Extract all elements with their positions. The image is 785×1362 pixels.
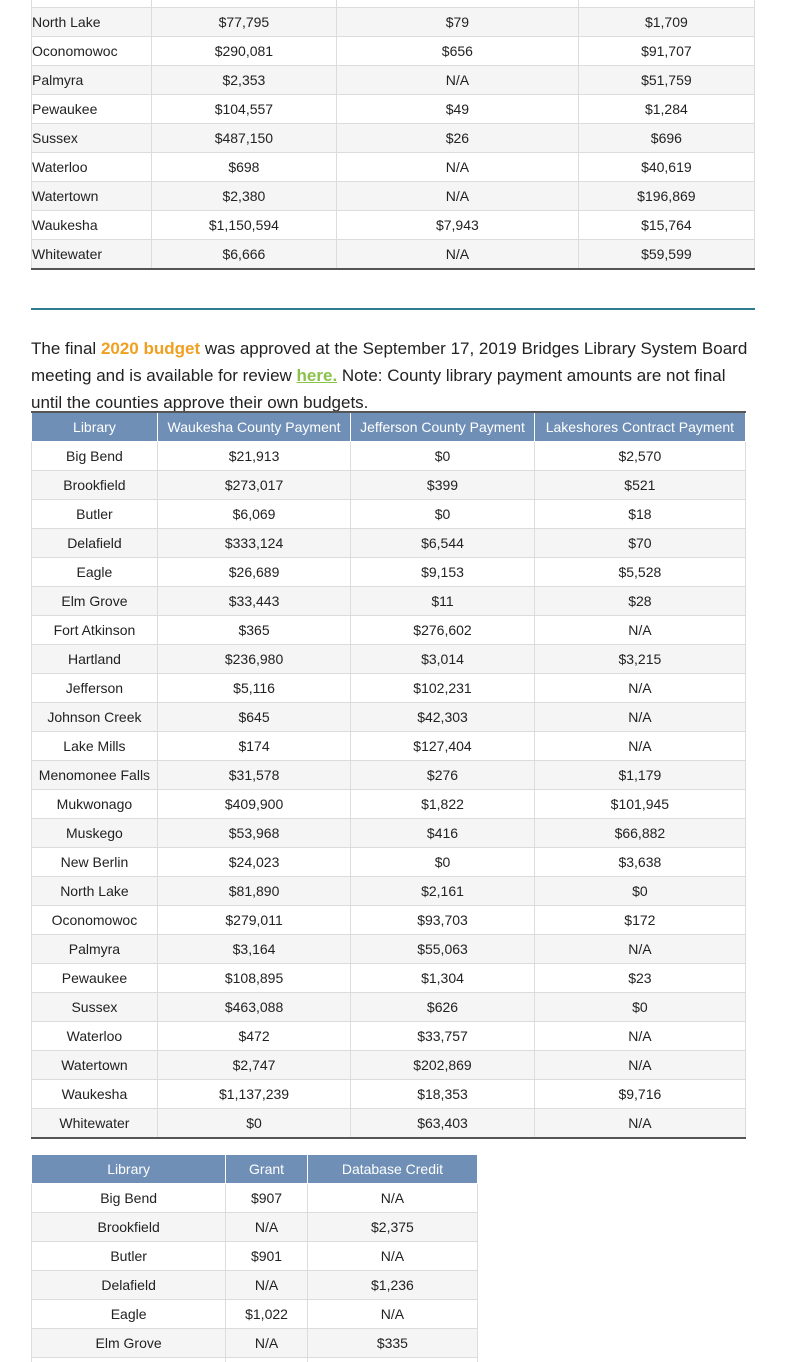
table-cell: N/A xyxy=(534,935,745,964)
table-cell: $416 xyxy=(351,819,535,848)
table-cell: N/A xyxy=(534,703,745,732)
table-row xyxy=(32,819,746,848)
table-cell: N/A xyxy=(534,1109,745,1139)
table-cell: Delafield xyxy=(32,1271,226,1300)
table-cell xyxy=(337,0,579,8)
table-cell: New Berlin xyxy=(32,848,158,877)
table-cell: $81,890 xyxy=(157,877,350,906)
table-cell: Watertown xyxy=(32,182,152,211)
table-cell: N/A xyxy=(534,1051,745,1080)
table-cell: Big Bend xyxy=(32,442,158,471)
table-cell: $645 xyxy=(157,703,350,732)
table-cell: $1,022 xyxy=(226,1300,308,1329)
table-row xyxy=(32,703,746,732)
table-row xyxy=(32,877,746,906)
table-cell: N/A xyxy=(307,1242,477,1271)
table-cell: N/A xyxy=(337,182,579,211)
table-cell: $59,599 xyxy=(578,240,754,270)
section-divider xyxy=(31,308,755,310)
table-cell: Sussex xyxy=(32,124,152,153)
table-cell: $1,709 xyxy=(578,8,754,37)
column-header-library: Library xyxy=(32,412,158,442)
table-cell: $26 xyxy=(337,124,579,153)
table-cell xyxy=(226,1358,308,1362)
table-cell: $11 xyxy=(351,587,535,616)
table-cell: Waterloo xyxy=(32,1022,158,1051)
table-cell: $0 xyxy=(351,848,535,877)
table-cell: N/A xyxy=(337,240,579,270)
table-cell: $0 xyxy=(351,500,535,529)
table-cell: $23 xyxy=(534,964,745,993)
table-cell: $93,703 xyxy=(351,906,535,935)
table-cell xyxy=(578,0,754,8)
table-cell: $276 xyxy=(351,761,535,790)
table-cell: Big Bend xyxy=(32,1184,226,1213)
table-cell: $127,404 xyxy=(351,732,535,761)
table-cell: $18 xyxy=(534,500,745,529)
table-cell: Palmyra xyxy=(32,935,158,964)
table-cell: Watertown xyxy=(32,1051,158,1080)
budget-paragraph xyxy=(31,335,755,416)
table-row xyxy=(32,37,755,66)
table-cell: Whitewater xyxy=(32,1109,158,1139)
table-cell xyxy=(32,0,152,8)
paragraph-text: The final xyxy=(31,339,101,358)
table-cell: Menomonee Falls xyxy=(32,761,158,790)
table-cell: Brookfield xyxy=(32,471,158,500)
table-cell: $335 xyxy=(307,1329,477,1358)
table-cell: $77,795 xyxy=(151,8,336,37)
table-cell: $5,528 xyxy=(534,558,745,587)
table-cell: $1,137,239 xyxy=(157,1080,350,1109)
table-cell: Butler xyxy=(32,500,158,529)
table-row xyxy=(32,587,746,616)
table-cell: $108,895 xyxy=(157,964,350,993)
table-cell: Waterloo xyxy=(32,153,152,182)
table-cell: $3,164 xyxy=(157,935,350,964)
table-cell: $2,380 xyxy=(151,182,336,211)
table-cell: $55,063 xyxy=(351,935,535,964)
table-cell: $3,638 xyxy=(534,848,745,877)
column-header-jefferson: Jefferson County Payment xyxy=(351,412,535,442)
table-cell: N/A xyxy=(534,616,745,645)
table-cell: $698 xyxy=(151,153,336,182)
table-header-row xyxy=(32,412,746,442)
table-row xyxy=(32,471,746,500)
table-cell: Oconomowoc xyxy=(32,37,152,66)
table-row xyxy=(32,211,755,240)
table-row xyxy=(32,1213,478,1242)
table-cell: $0 xyxy=(534,993,745,1022)
column-header-database-credit: Database Credit xyxy=(307,1155,477,1184)
table-row xyxy=(32,442,746,471)
table-cell: $15,764 xyxy=(578,211,754,240)
table-cell: $26,689 xyxy=(157,558,350,587)
table-cell: $2,570 xyxy=(534,442,745,471)
table-row xyxy=(32,790,746,819)
table-cell: $3,215 xyxy=(534,645,745,674)
table-body xyxy=(32,1184,478,1362)
table-body xyxy=(32,0,755,269)
table-row xyxy=(32,1242,478,1271)
table-cell: $6,544 xyxy=(351,529,535,558)
table-cell: $66,882 xyxy=(534,819,745,848)
table-cell: Pewaukee xyxy=(32,95,152,124)
table-body xyxy=(32,442,746,1139)
table-cell: $1,179 xyxy=(534,761,745,790)
table-cell: Eagle xyxy=(32,558,158,587)
table-cell: $901 xyxy=(226,1242,308,1271)
table-cell: $626 xyxy=(351,993,535,1022)
table-cell: Jefferson xyxy=(32,674,158,703)
table-cell: Hartland xyxy=(32,645,158,674)
table-header-row xyxy=(32,1155,478,1184)
table-cell: $33,757 xyxy=(351,1022,535,1051)
table-row xyxy=(32,0,755,8)
table-row xyxy=(32,674,746,703)
table-row xyxy=(32,1022,746,1051)
table-cell: $365 xyxy=(157,616,350,645)
table-cell: $202,869 xyxy=(351,1051,535,1080)
table-cell: N/A xyxy=(307,1300,477,1329)
table-cell: $101,945 xyxy=(534,790,745,819)
table-cell: $521 xyxy=(534,471,745,500)
table-cell: $6,069 xyxy=(157,500,350,529)
table-cell: Delafield xyxy=(32,529,158,558)
table-cell: $63,403 xyxy=(351,1109,535,1139)
table-row xyxy=(32,1051,746,1080)
table-cell: Brookfield xyxy=(32,1213,226,1242)
table-row xyxy=(32,1358,478,1362)
table-cell: Oconomowoc xyxy=(32,906,158,935)
column-header-waukesha: Waukesha County Payment xyxy=(157,412,350,442)
table-cell: $51,759 xyxy=(578,66,754,95)
table-cell: Lake Mills xyxy=(32,732,158,761)
table-cell: $399 xyxy=(351,471,535,500)
table-cell: $696 xyxy=(578,124,754,153)
table-cell: Butler xyxy=(32,1242,226,1271)
table-row xyxy=(32,124,755,153)
table-cell: $333,124 xyxy=(157,529,350,558)
table-cell: $0 xyxy=(157,1109,350,1139)
column-header-library: Library xyxy=(32,1155,226,1184)
table-row xyxy=(32,906,746,935)
table-cell: N/A xyxy=(226,1271,308,1300)
table-cell: Elm Grove xyxy=(32,1329,226,1358)
table-cell: Sussex xyxy=(32,993,158,1022)
table-cell: N/A xyxy=(534,674,745,703)
table-row xyxy=(32,1271,478,1300)
table-cell: $273,017 xyxy=(157,471,350,500)
table-cell: Johnson Creek xyxy=(32,703,158,732)
table-cell: $1,304 xyxy=(351,964,535,993)
table-cell: Pewaukee xyxy=(32,964,158,993)
table-cell: $290,081 xyxy=(151,37,336,66)
table-row xyxy=(32,529,746,558)
table-cell: $53,968 xyxy=(157,819,350,848)
table-cell: Fort Atkinson xyxy=(32,616,158,645)
table-cell: Waukesha xyxy=(32,211,152,240)
table-cell: Mukwonago xyxy=(32,790,158,819)
table-row xyxy=(32,8,755,37)
table-row xyxy=(32,95,755,124)
table-row xyxy=(32,66,755,95)
table-cell: $0 xyxy=(351,442,535,471)
table-cell: N/A xyxy=(307,1184,477,1213)
table-cell: Eagle xyxy=(32,1300,226,1329)
table-row xyxy=(32,848,746,877)
table-cell: $28 xyxy=(534,587,745,616)
table-cell: $276,602 xyxy=(351,616,535,645)
budget-link[interactable]: here. xyxy=(296,366,338,385)
table-cell: N/A xyxy=(337,153,579,182)
table-cell: N/A xyxy=(337,66,579,95)
table-cell: $40,619 xyxy=(578,153,754,182)
table-row xyxy=(32,500,746,529)
table-row xyxy=(32,935,746,964)
table-row xyxy=(32,732,746,761)
table-cell: $70 xyxy=(534,529,745,558)
table-cell: $463,088 xyxy=(157,993,350,1022)
table-cell: $24,023 xyxy=(157,848,350,877)
table-cell: Elm Grove xyxy=(32,587,158,616)
table-cell xyxy=(307,1358,477,1362)
table-row xyxy=(32,558,746,587)
table-cell: $102,231 xyxy=(351,674,535,703)
table-cell: $42,303 xyxy=(351,703,535,732)
column-header-grant: Grant xyxy=(226,1155,308,1184)
table-row xyxy=(32,182,755,211)
table-cell xyxy=(151,0,336,8)
table-row xyxy=(32,993,746,1022)
column-header-lakeshores: Lakeshores Contract Payment xyxy=(534,412,745,442)
table-cell: $409,900 xyxy=(157,790,350,819)
table-cell: $2,375 xyxy=(307,1213,477,1242)
table-row xyxy=(32,1109,746,1139)
table-cell: $279,011 xyxy=(157,906,350,935)
table-row xyxy=(32,153,755,182)
paragraph-text: was approved at the September 17, 2019 Bridges Library System Board meeting and is available for review xyxy=(31,339,748,385)
table-cell: N/A xyxy=(534,1022,745,1051)
table-cell: $0 xyxy=(534,877,745,906)
table-cell: $5,116 xyxy=(157,674,350,703)
table-row xyxy=(32,761,746,790)
table-cell: $172 xyxy=(534,906,745,935)
table-cell: Palmyra xyxy=(32,66,152,95)
table-cell: $1,822 xyxy=(351,790,535,819)
table-cell: North Lake xyxy=(32,877,158,906)
table-cell: $2,747 xyxy=(157,1051,350,1080)
table-cell: Whitewater xyxy=(32,240,152,270)
table-cell: $1,236 xyxy=(307,1271,477,1300)
table-2019-payments xyxy=(31,0,755,270)
table-cell: $9,153 xyxy=(351,558,535,587)
table-cell: $1,284 xyxy=(578,95,754,124)
table-cell: $236,980 xyxy=(157,645,350,674)
table-row xyxy=(32,240,755,270)
paragraph-text: Note: County library payment amounts are not final until the counties approve their own budgets. xyxy=(31,366,726,412)
budget-highlight: 2020 budget xyxy=(100,339,201,358)
table-cell: $656 xyxy=(337,37,579,66)
table-cell: N/A xyxy=(226,1329,308,1358)
table-cell: $174 xyxy=(157,732,350,761)
table-cell: Waukesha xyxy=(32,1080,158,1109)
table-cell: $3,014 xyxy=(351,645,535,674)
table-cell: N/A xyxy=(226,1213,308,1242)
table-cell: Muskego xyxy=(32,819,158,848)
table-cell: $2,161 xyxy=(351,877,535,906)
table-row xyxy=(32,1080,746,1109)
table-cell: $907 xyxy=(226,1184,308,1213)
table-cell: $9,716 xyxy=(534,1080,745,1109)
table-cell: $18,353 xyxy=(351,1080,535,1109)
table-row xyxy=(32,1184,478,1213)
table-row xyxy=(32,964,746,993)
table-cell: North Lake xyxy=(32,8,152,37)
table-row xyxy=(32,616,746,645)
table-cell: $7,943 xyxy=(337,211,579,240)
table-cell: $21,913 xyxy=(157,442,350,471)
table-cell: $472 xyxy=(157,1022,350,1051)
table-cell: $2,353 xyxy=(151,66,336,95)
table-2020-payments xyxy=(31,411,746,1139)
table-cell: $49 xyxy=(337,95,579,124)
table-row xyxy=(32,645,746,674)
table-cell: N/A xyxy=(534,732,745,761)
table-row xyxy=(32,1329,478,1358)
table-cell: $6,666 xyxy=(151,240,336,270)
table-cell: $104,557 xyxy=(151,95,336,124)
table-cell: $487,150 xyxy=(151,124,336,153)
table-grants xyxy=(31,1154,478,1362)
table-cell: $33,443 xyxy=(157,587,350,616)
table-cell: $196,869 xyxy=(578,182,754,211)
table-cell: $31,578 xyxy=(157,761,350,790)
table-cell xyxy=(32,1358,226,1362)
table-cell: $1,150,594 xyxy=(151,211,336,240)
table-cell: $79 xyxy=(337,8,579,37)
table-cell: $91,707 xyxy=(578,37,754,66)
table-row xyxy=(32,1300,478,1329)
